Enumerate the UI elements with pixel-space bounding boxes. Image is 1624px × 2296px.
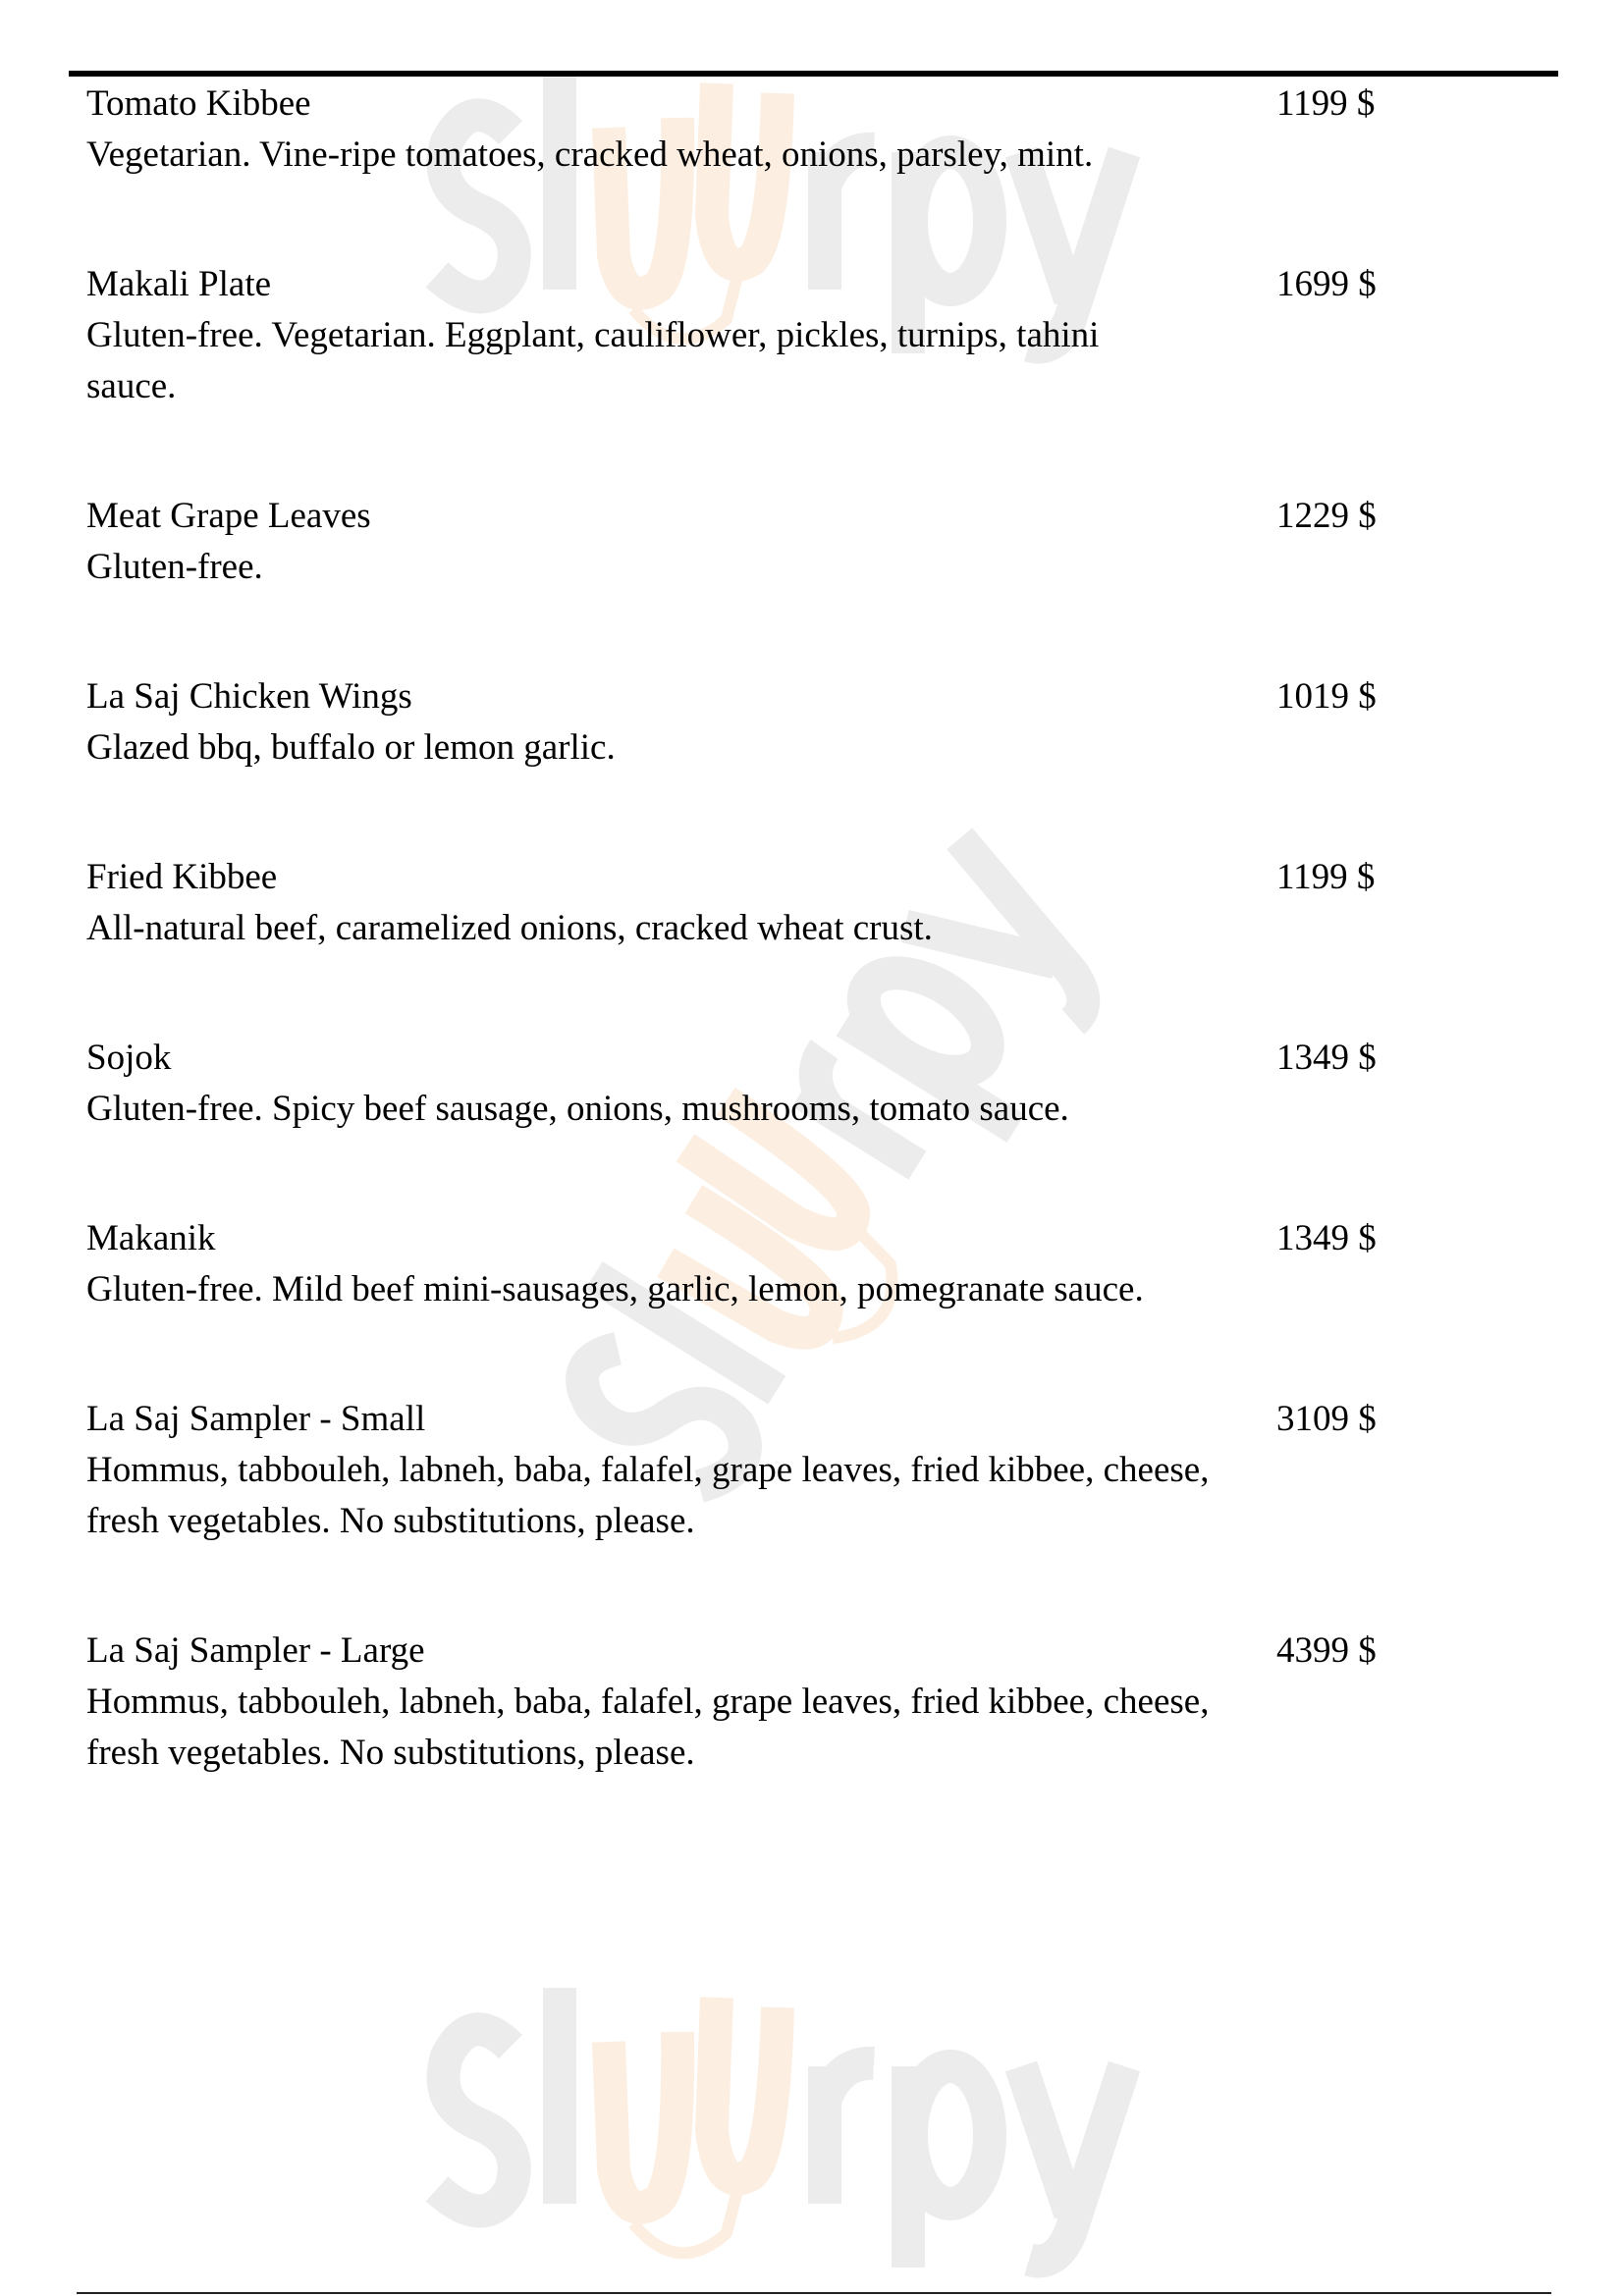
item-price: 1349 $ (1276, 1218, 1377, 1258)
item-name: Makali Plate (86, 264, 272, 304)
item-price: 3109 $ (1276, 1399, 1377, 1439)
item-name: La Saj Sampler - Large (86, 1630, 425, 1671)
menu-item (86, 259, 1559, 412)
item-description: Hommus, tabbouleh, labneh, baba, falafel, grape leaves, fried kibbee, cheese, fresh vegetables. No substitutions, please. (86, 1682, 1210, 1773)
item-price: 1019 $ (1276, 676, 1377, 717)
item-name: La Saj Sampler - Small (86, 1399, 426, 1439)
item-name: La Saj Chicken Wings (86, 676, 412, 717)
menu-item (86, 852, 1559, 954)
bottom-rule (77, 2292, 1551, 2294)
menu-item (86, 1213, 1559, 1315)
item-name: Meat Grape Leaves (86, 496, 371, 536)
item-description: Gluten-free. (86, 547, 263, 587)
menu-list (86, 79, 1559, 1857)
menu-item (86, 1033, 1559, 1135)
item-description: Gluten-free. Spicy beef sausage, onions, mushrooms, tomato sauce. (86, 1089, 1069, 1129)
item-description: Gluten-free. Mild beef mini-sausages, garlic, lemon, pomegranate sauce. (86, 1269, 1144, 1309)
item-name: Makanik (86, 1218, 216, 1258)
item-price: 1199 $ (1276, 857, 1376, 897)
menu-item (86, 671, 1559, 774)
item-description: Vegetarian. Vine-ripe tomatoes, cracked wheat, onions, parsley, mint. (86, 134, 1094, 175)
item-price: 1229 $ (1276, 496, 1377, 536)
menu-item (86, 1626, 1559, 1779)
top-rule (69, 71, 1558, 77)
item-price: 1199 $ (1276, 83, 1376, 124)
menu-item (86, 1394, 1559, 1547)
item-price: 1699 $ (1276, 264, 1377, 304)
item-price: 1349 $ (1276, 1038, 1377, 1078)
watermark-logo (412, 1973, 1218, 2228)
menu-item (86, 491, 1559, 593)
item-name: Tomato Kibbee (86, 83, 311, 124)
item-name: Sojok (86, 1038, 172, 1078)
item-description: Gluten-free. Vegetarian. Eggplant, cauliflower, pickles, turnips, tahini sauce. (86, 315, 1100, 406)
item-description: Glazed bbq, buffalo or lemon garlic. (86, 727, 616, 768)
item-description: All-natural beef, caramelized onions, cracked wheat crust. (86, 908, 933, 948)
item-name: Fried Kibbee (86, 857, 278, 897)
menu-item (86, 79, 1559, 181)
item-price: 4399 $ (1276, 1630, 1377, 1671)
item-description: Hommus, tabbouleh, labneh, baba, falafel, grape leaves, fried kibbee, cheese, fresh vegetables. No substitutions, please. (86, 1450, 1210, 1541)
